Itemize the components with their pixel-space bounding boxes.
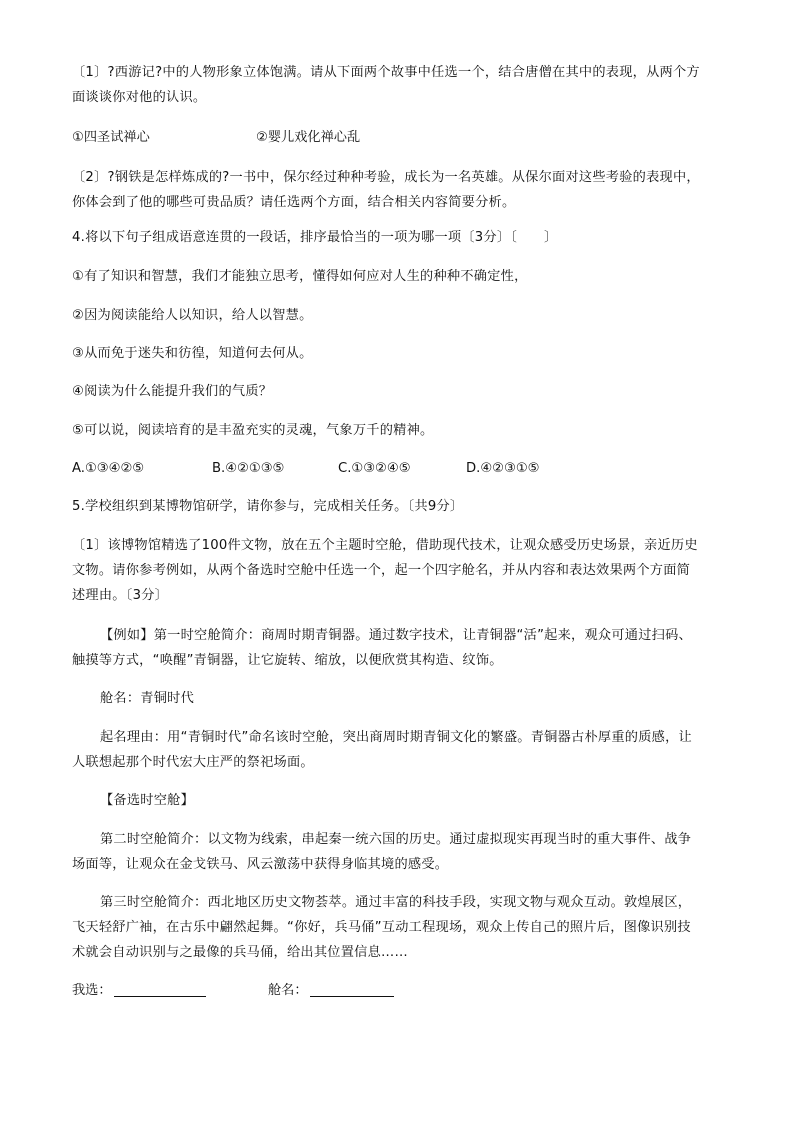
story-option-2: ②婴儿戏化禅心乱 <box>256 130 361 145</box>
third-cabin-line1: 第三时空舱简介：西北地区历史文物荟萃。通过丰富的科技手段，实现文物与观众互动。敦煌展区， <box>100 895 692 910</box>
q5-stem: 5.学校组织到某博物馆研学，请你参与，完成相关任务。〔共9分〕 <box>72 499 464 514</box>
choice-answer-blank[interactable] <box>114 981 206 997</box>
q4-sentence-5: ⑤可以说，阅读培育的是丰盈充实的灵魂，气象万千的精神。 <box>72 423 434 438</box>
second-cabin-line2: 场面等，让观众在金戈铁马、风云激荡中获得身临其境的感受。 <box>72 857 449 872</box>
q4-sentence-1: ①有了知识和智慧，我们才能独立思考，懂得如何应对人生的种种不确定性， <box>72 269 528 284</box>
name-answer-label <box>268 981 308 1001</box>
name-answer-text: 舱名： <box>268 983 308 998</box>
q4-sentence-3: ③从而免于迷失和彷徨，知道何去何从。 <box>72 346 313 361</box>
q5-sub1-line2: 文物。请你参考例如，从两个备选时空舱中任选一个，起一个四字舱名，并从内容和表达效果两个方面简 <box>72 563 691 578</box>
example-line1: 【例如】第一时空舱简介：商周时期青铜器。通过数字技术，让青铜器“活”起来，观众可通过扫码、 <box>100 628 692 643</box>
q5-sub1-line1: 〔1〕该博物馆精选了100件文物，放在五个主题时空舱，借助现代技术，让观众感受历史场景，亲近历史 <box>72 538 698 553</box>
story-option-1: ①四圣试禅心 <box>72 130 150 145</box>
example-cabin-name: 舱名：青铜时代 <box>100 691 195 706</box>
name-answer-blank[interactable] <box>310 981 394 997</box>
q5-sub1-line3: 述理由。〔3分〕 <box>72 588 169 603</box>
example-reason-line2: 人联想起那个时代宏大庄严的祭祀场面。 <box>72 755 314 770</box>
third-cabin-line3: 术就会自动识别与之最像的兵马俑，给出其位置信息…… <box>72 945 408 960</box>
q3-part1-line1: 〔1〕?西游记?中的人物形象立体饱满。请从下面两个故事中任选一个，结合唐僧在其中的表现，从两个方 <box>72 65 700 80</box>
example-line2: 触摸等方式，“唤醒”青铜器，让它旋转、缩放，以便欣赏其构造、纹饰。 <box>72 653 503 668</box>
choice-answer-text: 我选： <box>72 983 112 998</box>
q4-sentence-4: ④阅读为什么能提升我们的气质？ <box>72 384 273 399</box>
q4-choice-d: D.④②③①⑤ <box>466 461 540 476</box>
q3-part2-line2: 你体会到了他的哪些可贵品质？请任选两个方面，结合相关内容简要分析。 <box>72 195 516 210</box>
q4-choice-c: C.①③②④⑤ <box>338 461 411 476</box>
q4-sentence-2: ②因为阅读能给人以知识，给人以智慧。 <box>72 308 313 323</box>
choice-answer-label <box>72 981 112 1001</box>
third-cabin-line2: 飞天轻舒广袖，在古乐中翩然起舞。“你好，兵马俑”互动工程现场，观众上传自己的照片后，图像识别技 <box>72 920 691 935</box>
q4-choice-b: B.④②①③⑤ <box>212 461 285 476</box>
q4-stem: 4.将以下句子组成语意连贯的一段话，排序最恰当的一项为哪一项〔3分〕〔 〕 <box>72 230 558 245</box>
second-cabin-line1: 第二时空舱简介：以文物为线索，串起秦一统六国的历史。通过虚拟现实再现当时的重大事件、战争 <box>100 832 692 847</box>
q4-choice-a: A.①③④②⑤ <box>72 461 145 476</box>
q3-part1-line2: 面谈谈你对他的认识。 <box>72 90 207 105</box>
alt-cabins-heading: 【备选时空舱】 <box>100 793 195 808</box>
example-reason-line1: 起名理由：用“青铜时代”命名该时空舱，突出商周时期青铜文化的繁盛。青铜器古朴厚重的质感，让 <box>100 730 692 745</box>
q3-part2-line1: 〔2〕?钢铁是怎样炼成的?一书中，保尔经过种种考验，成长为一名英雄。从保尔面对这些考验的表现中， <box>72 170 700 185</box>
